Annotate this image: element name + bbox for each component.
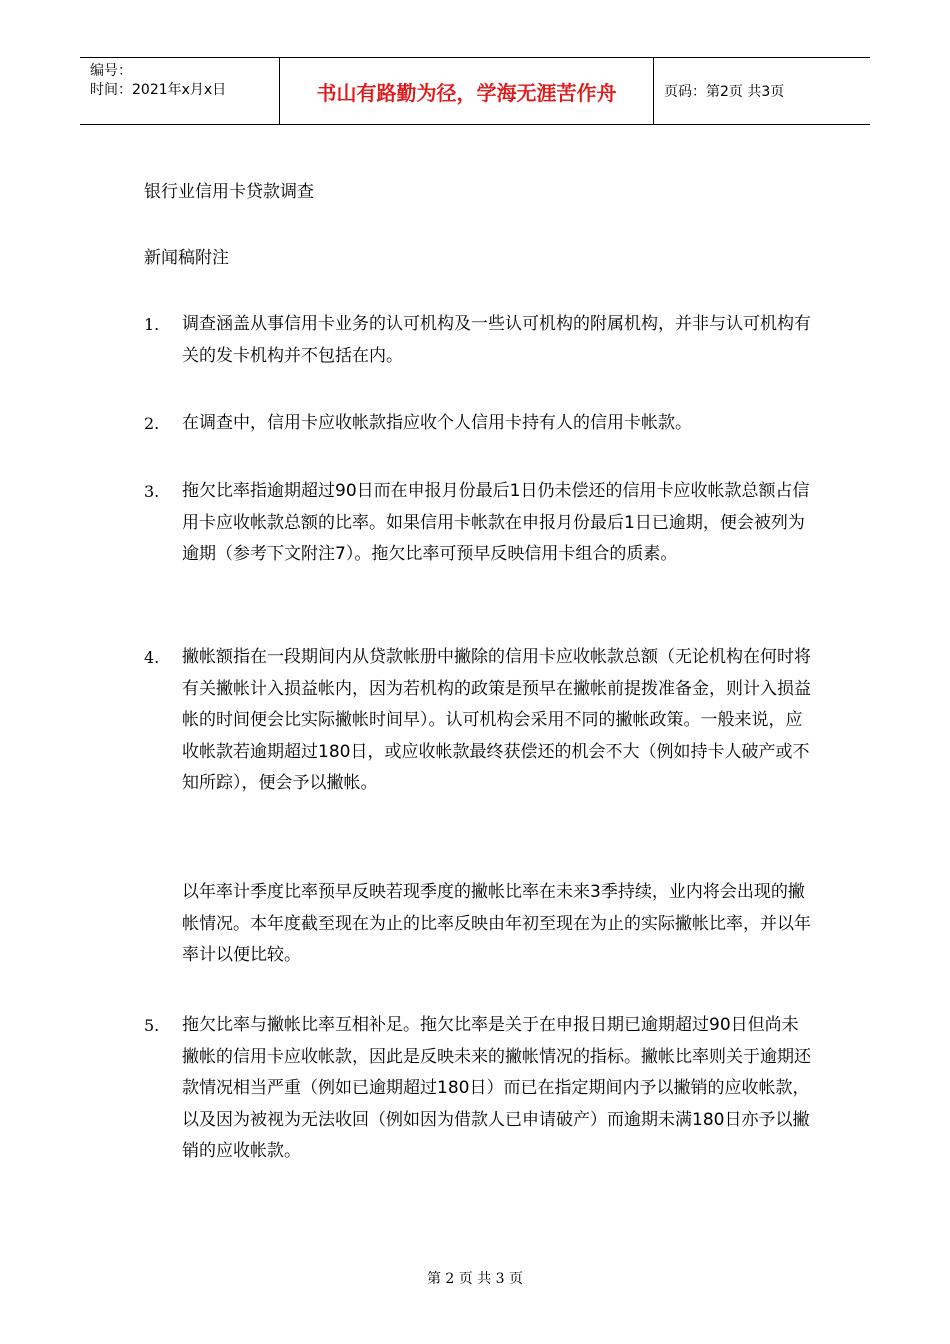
note-item-4-extra: 以年率计季度比率预早反映若现季度的撇帐比率在未来3季持续，业内将会出现的撇帐情况。本年度截至现在为止的比率反映由年初至现在为止的实际撇帐比率，并以年率计以便比较。 <box>182 882 811 965</box>
header-motto: 书山有路勤为径，学海无涯苦作舟 <box>280 58 654 124</box>
number-label: 编号： <box>90 63 132 79</box>
page-footer: 第 2 页 共 3 页 <box>426 1271 524 1287</box>
note-text: 在调查中，信用卡应收帐款指应收个人信用卡持有人的信用卡帐款。 <box>182 413 692 433</box>
note-number: 5. <box>144 1016 160 1035</box>
note-text: 调查涵盖从事信用卡业务的认可机构及一些认可机构的附属机构，并非与认可机构有关的发卡机构并不包括在内。 <box>182 314 811 366</box>
note-text: 撇帐额指在一段期间内从贷款帐册中撇除的信用卡应收帐款总额（无论机构在何时将有关撇帐计入损益帐内，因为若机构的政策是预早在撇帐前提拨准备金，则计入损益帐的时间便会比实际撇帐时间早）。认可机构会采用不同的撇帐政策。一般来说，应收帐款若逾期超过180日，或应收帐款最终获偿还的机会不大（例如持卡人破产或不知所踪），便会予以撇帐。 <box>182 647 811 793</box>
note-item-3 <box>144 476 824 571</box>
note-item-1 <box>144 309 824 372</box>
note-item-2 <box>144 408 824 440</box>
header-page-label: 页码：第2页 共3页 <box>664 84 785 100</box>
document-title: 银行业信用卡贷款调查 <box>144 182 314 202</box>
note-number: 3. <box>144 482 160 501</box>
note-item-5 <box>144 1010 824 1168</box>
note-text: 拖欠比率与撇帐比率互相补足。拖欠比率是关于在申报日期已逾期超过90日但尚未撇帐的信用卡应收帐款，因此是反映未来的撇帐情况的指标。撇帐比率则关于逾期还款情况相当严重（例如已逾期超过180日）而已在指定期间内予以撇销的应收帐款，以及因为被视为无法收回（例如因为借款人已申请破产）而逾期未满180日亦予以撇销的应收帐款。 <box>182 1015 811 1161</box>
note-text: 拖欠比率指逾期超过90日而在申报月份最后1日仍未偿还的信用卡应收帐款总额占信用卡应收帐款总额的比率。如果信用卡帐款在申报月份最后1日已逾期，便会被列为逾期（参考下文附注7）。拖欠比率可预早反映信用卡组合的质素。 <box>182 481 810 564</box>
time-label: 时间：2021年x月x日 <box>90 82 227 98</box>
note-number: 4. <box>144 648 160 667</box>
document-subtitle: 新闻稿附注 <box>144 248 229 268</box>
note-item-4 <box>144 642 824 800</box>
note-number: 2. <box>144 414 160 433</box>
page-header <box>80 57 870 125</box>
header-meta <box>80 58 280 124</box>
note-number: 1. <box>144 315 160 334</box>
